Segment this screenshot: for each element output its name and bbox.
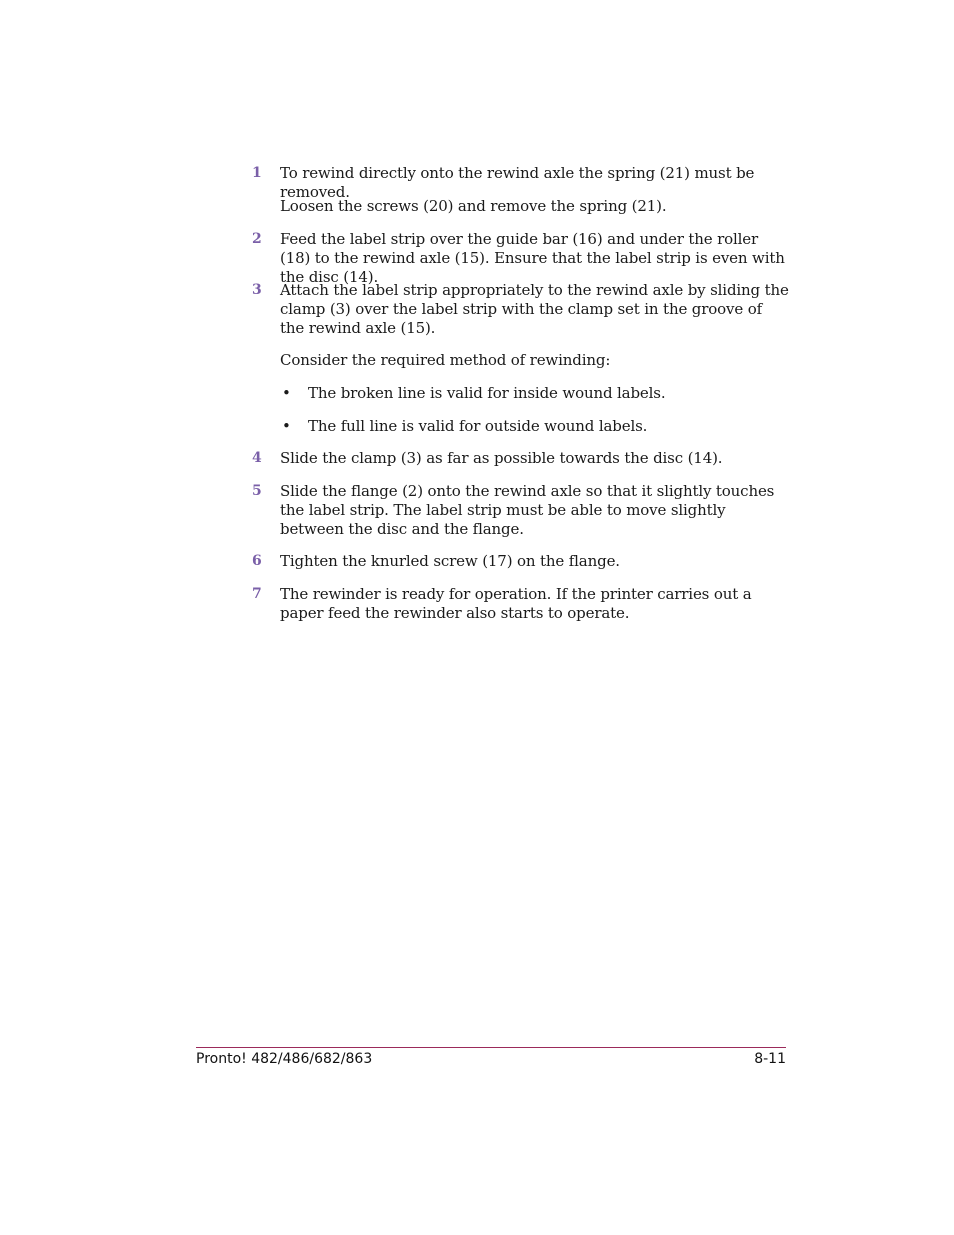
step-text: Tighten the knurled screw (17) on the flange. <box>280 552 620 570</box>
step-number: 2 <box>252 231 262 247</box>
step-number: 1 <box>252 165 262 181</box>
footer-page-number: 8-11 <box>754 1051 786 1067</box>
step-text: Consider the required method of rewinding: <box>280 351 611 369</box>
step-number: 4 <box>252 450 262 466</box>
bullet-text: The full line is valid for outside wound labels. <box>308 417 648 435</box>
footer-product-name: Pronto! 482/486/682/863 <box>196 1051 373 1067</box>
step-number: 7 <box>252 586 262 602</box>
step-text: Loosen the screws (20) and remove the spring (21). <box>280 197 667 215</box>
footer-rule <box>196 1047 786 1048</box>
step-text: To rewind directly onto the rewind axle the spring (21) must be removed. <box>280 164 755 201</box>
step-text: Slide the clamp (3) as far as possible towards the disc (14). <box>280 449 723 467</box>
step-text: Attach the label strip appropriately to the rewind axle by sliding the clamp (3) over the label strip with the clamp set in the groove of the rewind axle (15). <box>280 281 789 337</box>
bullet-text: The broken line is valid for inside wound labels. <box>308 384 666 402</box>
step-number: 6 <box>252 553 262 569</box>
step-number: 5 <box>252 483 262 499</box>
bullet-symbol: • <box>282 417 291 435</box>
bullet-symbol: • <box>282 384 291 402</box>
step-text: Feed the label strip over the guide bar (16) and under the roller (18) to the rewind axle (15). Ensure that the label strip is even with the disc (14). <box>280 230 785 286</box>
step-number: 3 <box>252 282 262 298</box>
step-text: Slide the flange (2) onto the rewind axle so that it slightly touches the label strip. The label strip must be able to move slightly between the disc and the flange. <box>280 482 775 538</box>
step-text: The rewinder is ready for operation. If the printer carries out a paper feed the rewinder also starts to operate. <box>280 585 752 622</box>
